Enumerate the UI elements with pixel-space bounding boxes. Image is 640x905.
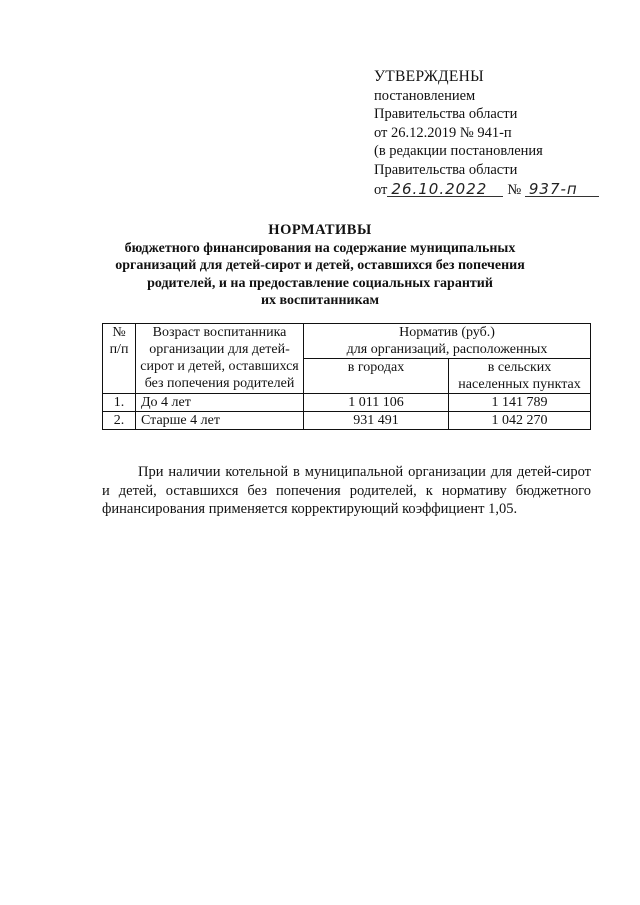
approval-title: УТВЕРЖДЕНЫ [374,68,484,85]
approval-block [374,68,599,199]
header-num: № п/п [103,324,136,394]
header-rural: в сельских населенных пунктах [449,359,591,394]
note-paragraph: При наличии котельной в муниципальной организации для детей-сирот и детей, оставшихся без попечения родителей, к нормативу бюджетного финансирования применяется корректирующий коэффициент 1,05. [102,464,591,517]
norms-table [102,323,591,430]
header-norm [304,324,591,359]
row-city-value: 1 011 106 [304,394,449,412]
approval-line-6 [374,180,599,200]
row-city-value: 931 491 [304,412,449,430]
approval-line-5: Правительства области [374,161,518,178]
header-norm-line-1: Норматив (руб.) [399,325,495,340]
table-row [103,412,591,430]
heading-line-3: родителей, и на предоставление социальных гарантий [147,275,493,291]
row-rural-value: 1 141 789 [449,394,591,412]
document-heading [95,222,545,310]
header-age: Возраст воспитанника организации для детей-сирот и детей, оставшихся без попечения родителей [136,324,304,394]
row-age: До 4 лет [136,394,304,412]
handwritten-date: 26.10.2022 [387,180,503,199]
heading-line-4: их воспитанникам [260,293,379,308]
approval-from-prefix: от [374,181,388,198]
row-rural-value: 1 042 270 [449,412,591,430]
approval-line-3: от 26.12.2019 № 941-п [374,124,512,141]
approval-line-2: Правительства области [374,106,518,123]
row-age: Старше 4 лет [136,412,304,430]
handwritten-number: 937-п [525,180,599,199]
table-header-row-1 [103,324,591,359]
document-title: НОРМАТИВЫ [268,222,372,238]
heading-line-1: бюджетного финансирования на содержание муниципальных [124,240,516,256]
table-row [103,394,591,412]
header-city: в городах [304,359,449,394]
number-sign: № [507,181,522,198]
row-num: 1. [103,394,136,412]
heading-line-2: организаций для детей-сирот и детей, оставшихся без попечения [115,258,525,273]
approval-line-1: постановлением [374,87,476,104]
approval-line-4: (в редакции постановления [374,143,543,160]
row-num: 2. [103,412,136,430]
header-norm-line-2: для организаций, расположенных [346,342,548,357]
